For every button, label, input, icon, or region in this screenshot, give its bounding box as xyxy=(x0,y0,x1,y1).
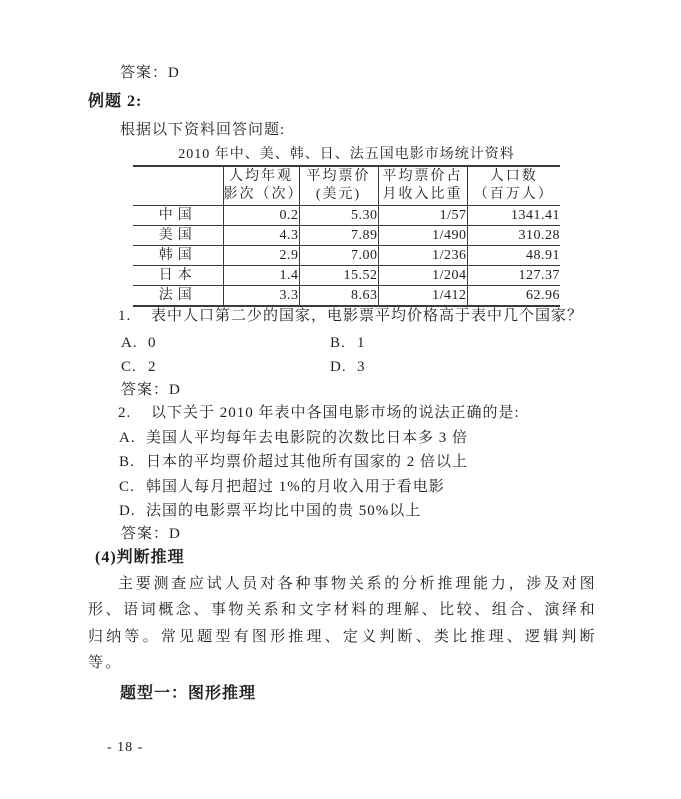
cell-ratio: 1/490 xyxy=(378,225,467,245)
header-cell-income-ratio xyxy=(378,166,467,205)
question-2-text: 以下关于 2010 年表中各国电影市场的说法正确的是: xyxy=(151,405,520,421)
question-1-option-b xyxy=(330,333,366,353)
option-text: 法国的电影票平均比中国的贵 50%以上 xyxy=(146,503,422,519)
cell-visits: 3.3 xyxy=(223,285,299,306)
section-4-heading: (4)判断推理 xyxy=(95,549,185,566)
option-label: B. xyxy=(330,335,346,351)
cell-visits: 1.4 xyxy=(223,265,299,285)
cell-country: 韩国 xyxy=(133,245,223,265)
question-2-number: 2. xyxy=(118,405,132,421)
question-2-option-c xyxy=(119,477,445,497)
section-4-subheading: 题型一：图形推理 xyxy=(120,685,257,702)
question-1 xyxy=(118,306,583,326)
cell-country: 中国 xyxy=(133,205,223,225)
table-row xyxy=(133,245,560,265)
cell-price: 5.30 xyxy=(299,205,378,225)
option-label: D. xyxy=(119,503,136,519)
cell-price: 7.00 xyxy=(299,245,378,265)
cell-population: 127.37 xyxy=(467,265,560,285)
intro-text: 根据以下资料回答问题: xyxy=(120,122,286,138)
page-number: - 18 - xyxy=(107,740,144,755)
option-text: 美国人平均每年去电影院的次数比日本多 3 倍 xyxy=(146,430,469,446)
table-row xyxy=(133,285,560,306)
cell-country: 日本 xyxy=(133,265,223,285)
answer-label-top: 答案：D xyxy=(120,65,180,81)
option-value: 3 xyxy=(357,359,366,375)
question-1-option-c xyxy=(121,357,157,377)
cell-ratio: 1/204 xyxy=(378,265,467,285)
question-1-number: 1. xyxy=(118,308,132,324)
cell-price: 15.52 xyxy=(299,265,378,285)
option-label: B. xyxy=(119,454,135,470)
cell-ratio: 1/412 xyxy=(378,285,467,306)
cell-country: 法国 xyxy=(133,285,223,306)
header-line: 人口数 xyxy=(489,168,538,184)
table-row xyxy=(133,265,560,285)
header-line: 月收入比重 xyxy=(382,186,463,202)
header-line: 平均票价 xyxy=(306,168,371,184)
header-cell-visits xyxy=(223,166,304,205)
header-cell-empty xyxy=(133,166,223,205)
cell-price: 7.89 xyxy=(299,225,378,245)
cell-country: 美国 xyxy=(133,225,223,245)
header-line: 人均年观 xyxy=(229,168,293,184)
table-title: 2010 年中、美、韩、日、法五国电影市场统计资料 xyxy=(178,147,515,162)
cell-population: 310.28 xyxy=(467,225,560,245)
option-label: D. xyxy=(330,359,347,375)
option-text: 日本的平均票价超过其他所有国家的 2 倍以上 xyxy=(146,454,469,470)
table-header-row xyxy=(133,166,560,205)
cell-population: 48.91 xyxy=(467,245,560,265)
option-value: 0 xyxy=(148,335,157,351)
cell-price: 8.63 xyxy=(299,285,378,306)
option-label: A. xyxy=(121,335,138,351)
header-line: （百万人） xyxy=(473,186,554,202)
question-2-option-b xyxy=(119,452,468,472)
cell-visits: 4.3 xyxy=(223,225,299,245)
header-cell-price xyxy=(299,166,378,205)
stats-table xyxy=(133,165,560,307)
example-2-heading: 例题 2: xyxy=(88,93,143,110)
cell-population: 62.96 xyxy=(467,285,560,306)
question-1-text: 表中人口第二少的国家，电影票平均价格高于表中几个国家？ xyxy=(151,308,584,324)
option-label: A. xyxy=(119,430,136,446)
header-line: (美元) xyxy=(315,186,362,202)
option-label: C. xyxy=(121,359,137,375)
cell-visits: 0.2 xyxy=(223,205,299,225)
cell-population: 1341.41 xyxy=(467,205,560,225)
section-4-paragraph: 主要测查应试人员对各种事物关系的分析推理能力，涉及对图形、语词概念、事物关系和文字材料的理解、比较、组合、演绎和归纳等。常见题型有图形推理、定义判断、类比推理、逻辑判断等。 xyxy=(88,576,597,671)
option-value: 2 xyxy=(148,359,157,375)
table-row xyxy=(133,205,560,225)
question-2-option-d xyxy=(119,501,421,521)
question-1-option-d xyxy=(330,357,366,377)
question-1-option-a xyxy=(121,333,157,353)
question-1-answer: 答案：D xyxy=(121,382,181,398)
option-text: 韩国人每月把超过 1%的月收入用于看电影 xyxy=(146,479,445,495)
header-line: 影次（次） xyxy=(223,186,304,202)
question-2 xyxy=(118,403,520,423)
option-label: C. xyxy=(119,479,135,495)
header-line: 平均票价占 xyxy=(382,168,463,184)
header-cell-population xyxy=(467,166,560,205)
cell-visits: 2.9 xyxy=(223,245,299,265)
cell-ratio: 1/57 xyxy=(378,205,467,225)
question-2-option-a xyxy=(119,428,468,448)
option-value: 1 xyxy=(357,335,366,351)
cell-ratio: 1/236 xyxy=(378,245,467,265)
question-2-answer: 答案：D xyxy=(121,526,181,542)
table-row xyxy=(133,225,560,245)
